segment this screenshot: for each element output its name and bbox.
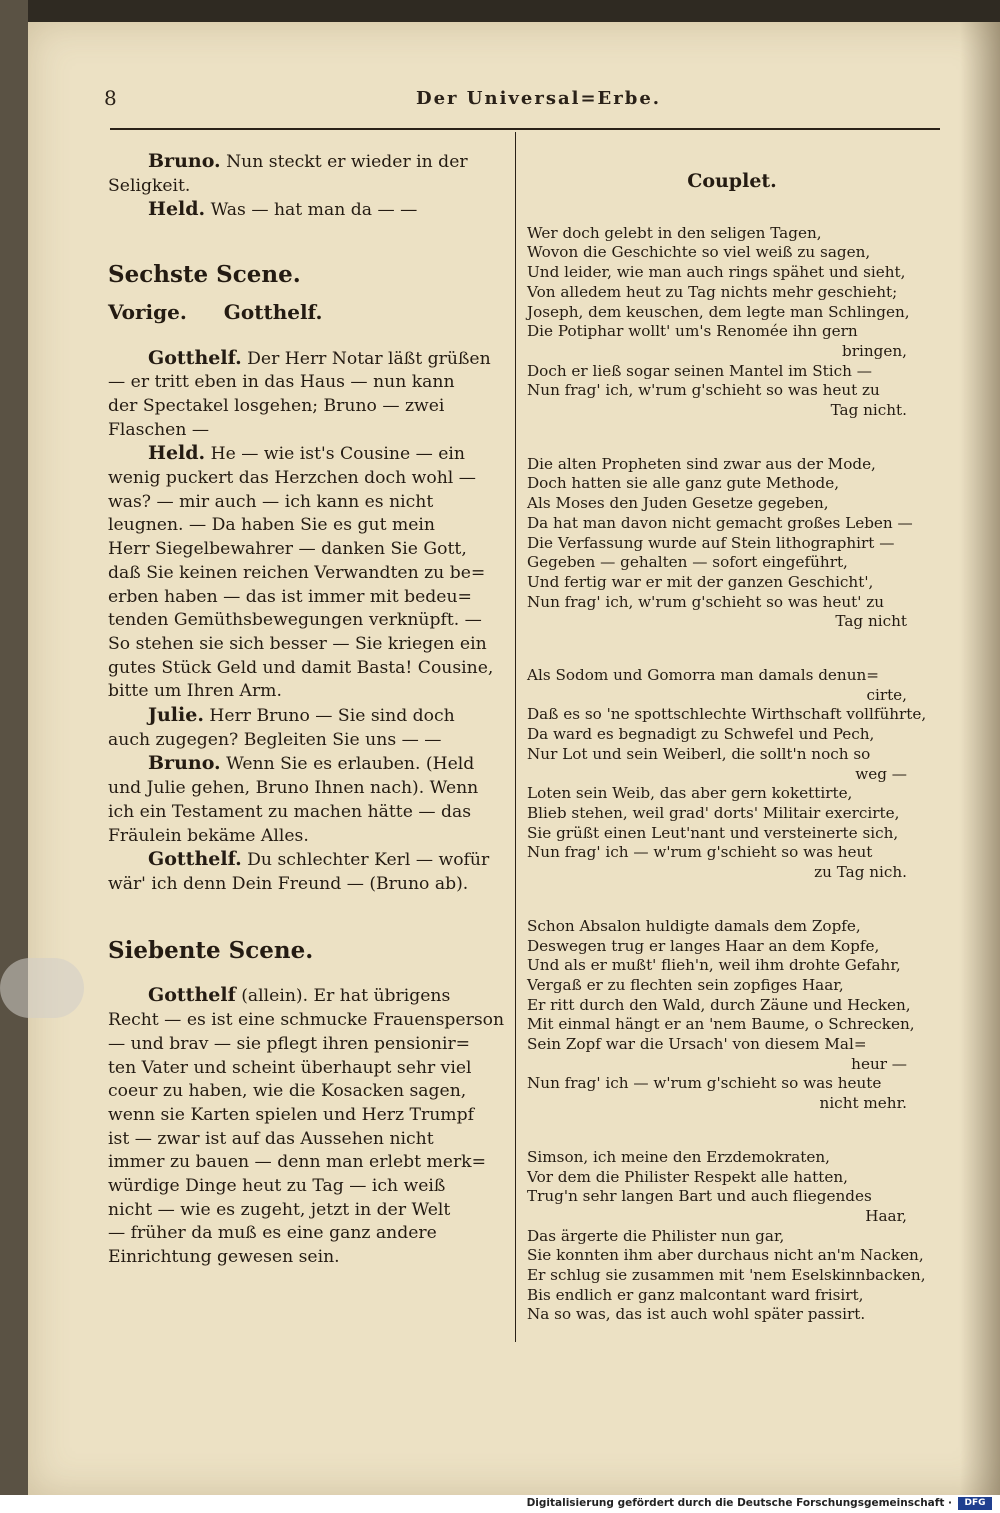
line-text: leugnen. — Da haben Sie es gut mein [108, 515, 435, 536]
line-text: erben haben — das ist immer mit bedeu= [108, 586, 472, 607]
text-line [108, 1057, 513, 1081]
line-text: und Julie gehen, Bruno Ihnen nach). Wenn [108, 778, 479, 799]
text-line [108, 1104, 513, 1128]
speaker-name: Gotthelf [148, 984, 236, 1007]
speaker-name: Held. [148, 198, 206, 221]
verse-line: Nun frag' ich, w'rum g'schieht so was heut' zu [527, 592, 885, 611]
text-line [108, 562, 513, 586]
verse-line: Da hat man davon nicht gemacht großes Leben — [527, 513, 913, 532]
verse-line: Simson, ich meine den Erzdemokraten, [527, 1147, 830, 1166]
footer-bar [0, 1495, 1000, 1513]
speaker-name: Bruno. [148, 150, 221, 172]
line-text: tenden Gemüthsbewegungen verknüpft. — [108, 610, 482, 631]
verse-line: Nun frag' ich — w'rum g'schieht so was heute [527, 1074, 882, 1093]
text-line [108, 538, 513, 562]
verse-line: Als Moses den Juden Gesetze gegeben, [527, 494, 829, 513]
text-line [108, 729, 513, 753]
line-text: Fräulein bekäme Alles. [108, 825, 309, 846]
right-column [527, 172, 937, 1325]
scan-artifact [0, 958, 84, 1018]
line-text: Wenn Sie es erlauben. (Held [220, 754, 475, 775]
verse-line: Die Potiphar wollt' um's Renomée ihn gern [527, 322, 858, 341]
verse-line: Mit einmal hängt er an 'nem Baume, o Schrecken, [527, 1015, 915, 1034]
page-gutter-shadow [960, 22, 1000, 1495]
page-header [104, 86, 944, 116]
verse-line: Von alledem heut zu Tag nichts mehr geschieht; [527, 282, 898, 301]
line-text: auch zugegen? Begleiten Sie uns — — [108, 729, 442, 750]
text-line [108, 419, 513, 443]
line-text: wenig puckert das Herzchen doch wohl — [108, 468, 476, 489]
line-text: He — wie ist's Cousine — ein [205, 444, 465, 465]
verse-line: Doch hatten sie alle ganz gute Methode, [527, 474, 840, 493]
verse-line: Als Sodom und Gomorra man damals denun= [527, 666, 879, 685]
couplet-title: Couplet. [687, 170, 777, 192]
verse-line: Joseph, dem keuschen, dem legte man Schlingen, [527, 302, 910, 321]
text-line [108, 777, 513, 801]
text-line [108, 680, 513, 704]
text-line [108, 657, 513, 681]
line-text: Recht — es ist eine schmucke Frauensperson [108, 1010, 505, 1031]
text-line [108, 1151, 513, 1175]
speaker-name: Gotthelf. [148, 848, 242, 871]
text-line [108, 984, 513, 1009]
verse-line: Und als er mußt' flieh'n, weil ihm drohte Gefahr, [527, 956, 901, 975]
text-line [108, 704, 513, 729]
text-line [108, 1246, 513, 1270]
line-text: Herr Siegelbewahrer — danken Sie Gott, [108, 539, 467, 560]
verse-line: Er ritt durch den Wald, durch Zäune und Hecken, [527, 995, 911, 1014]
stanza [527, 917, 937, 1114]
text-line [108, 175, 513, 199]
line-text: coeur zu haben, wie die Kosacken sagen, [108, 1081, 467, 1102]
line-text: Flaschen — [108, 419, 210, 440]
speaker-name: Held. [148, 442, 206, 465]
verse-line: Die Verfassung wurde auf Stein lithographirt — [527, 533, 895, 552]
verse-line: cirte, [866, 685, 907, 704]
verse-line: Schon Absalon huldigte damals dem Zopfe, [527, 916, 861, 935]
line-text: der Spectakel losgehen; Bruno — zwei [108, 395, 445, 416]
verse-line: Na so was, das ist auch wohl später passirt. [527, 1305, 866, 1324]
scan-background-top [0, 0, 1000, 22]
line-text: gutes Stück Geld und damit Basta! Cousine, [108, 657, 494, 678]
stanza [527, 455, 937, 632]
scene-title: Sechste Scene. [108, 261, 301, 289]
stanza [527, 1148, 937, 1325]
line-text: — und brav — sie pflegt ihren pensionir= [108, 1033, 471, 1054]
line-text: ten Vater und scheint überhaupt sehr viel [108, 1057, 472, 1078]
text-line [108, 198, 513, 223]
text-line [108, 1009, 513, 1033]
text-line [108, 347, 513, 372]
verse-line: Er schlug sie zusammen mit 'nem Eselskinnbacken, [527, 1266, 926, 1285]
text-line [108, 752, 513, 777]
line-text: — früher da muß es eine ganz andere [108, 1223, 437, 1244]
scene-title: Siebente Scene. [108, 936, 314, 964]
text-line [108, 848, 513, 873]
text-line [108, 1033, 513, 1057]
line-text: daß Sie keinen reichen Verwandten zu be= [108, 562, 486, 583]
verse-line: Sie grüßt einen Leut'nant und versteinerte sich, [527, 823, 899, 842]
verse-line: Sein Zopf war die Ursach' von diesem Mal= [527, 1035, 867, 1054]
verse-line: Loten sein Weib, das aber gern kokettirte, [527, 784, 853, 803]
verse-line: bringen, [842, 341, 907, 360]
dialogue-block [108, 984, 513, 1269]
text-line [108, 1199, 513, 1223]
text-line [108, 825, 513, 849]
text-line [108, 442, 513, 467]
line-text: Du schlechter Kerl — wofür [241, 850, 490, 871]
text-line [108, 491, 513, 515]
verse-line: Vergaß er zu flechten sein zopfiges Haar, [527, 975, 844, 994]
verse-line: nicht mehr. [819, 1094, 907, 1113]
verse-line: Wovon die Geschichte so viel weiß zu sagen, [527, 243, 871, 262]
line-text: ist — zwar ist auf das Aussehen nicht [108, 1128, 434, 1149]
running-title: Der Universal=Erbe. [416, 88, 662, 109]
column-divider [515, 132, 516, 1342]
verse-line: heur — [851, 1054, 907, 1073]
text-line [108, 395, 513, 419]
stanza [527, 666, 937, 883]
verse-line: Nun frag' ich — w'rum g'schieht so was heut [527, 843, 873, 862]
verse-line: Blieb stehen, weil grad' dorts' Militair exercirte, [527, 803, 900, 822]
verse-line: Doch er ließ sogar seinen Mantel im Stich — [527, 361, 872, 380]
line-text: Seligkeit. [108, 175, 191, 196]
line-text: ich ein Testament zu machen hätte — das [108, 801, 472, 822]
line-text: bitte um Ihren Arm. [108, 681, 282, 702]
verse-line: Und fertig war er mit der ganzen Geschicht', [527, 572, 874, 591]
text-line [108, 514, 513, 538]
line-text: (allein). Er hat übrigens [235, 986, 451, 1007]
verse-line: Das ärgerte die Philister nun gar, [527, 1226, 785, 1245]
text-line [108, 371, 513, 395]
couplet-stanzas [527, 224, 937, 1325]
verse-line: weg — [855, 764, 907, 783]
text-line [108, 801, 513, 825]
text-line [108, 150, 513, 175]
verse-line: Daß es so 'ne spottschlechte Wirthschaft vollführte, [527, 705, 927, 724]
text-line [108, 633, 513, 657]
verse-line: Bis endlich er ganz malcontant ward frisirt, [527, 1285, 864, 1304]
verse-line: Vor dem die Philister Respekt alle hatten, [527, 1167, 848, 1186]
page-number: 8 [104, 86, 117, 110]
verse-line: Und leider, wie man auch rings spähet und sieht, [527, 263, 906, 282]
line-text: was? — mir auch — ich kann es nicht [108, 491, 434, 512]
dfg-logo: DFG [958, 1497, 992, 1510]
scan-background-left [0, 0, 28, 1495]
line-text: wär' ich denn Dein Freund — (Bruno ab). [108, 873, 469, 894]
line-text: immer zu bauen — denn man erlebt merk= [108, 1152, 486, 1173]
text-line [108, 609, 513, 633]
verse-line: Tag nicht. [830, 401, 907, 420]
verse-line: Haar, [865, 1206, 907, 1225]
dialogue-block [108, 347, 513, 897]
verse-line: Nun frag' ich, w'rum g'schieht so was heut zu [527, 381, 880, 400]
line-text: Nun steckt er wieder in der [220, 152, 468, 172]
text-line [108, 1222, 513, 1246]
verse-line: Wer doch gelebt in den seligen Tagen, [527, 223, 822, 242]
verse-line: Deswegen trug er langes Haar an dem Kopfe, [527, 936, 880, 955]
text-line [108, 1175, 513, 1199]
text-line [108, 873, 513, 897]
text-line [108, 1080, 513, 1104]
verse-line: Gegeben — gehalten — sofort eingeführt, [527, 553, 848, 572]
line-text: Einrichtung gewesen sein. [108, 1247, 340, 1268]
line-text: Was — hat man da — — [205, 200, 418, 221]
verse-line: zu Tag nich. [814, 863, 907, 882]
verse-line: Die alten Propheten sind zwar aus der Mode, [527, 454, 876, 473]
speaker-name: Gotthelf. [148, 346, 242, 369]
line-text: Herr Bruno — Sie sind doch [203, 706, 455, 727]
line-text: nicht — wie es zugeht, jetzt in der Welt [108, 1199, 451, 1220]
verse-line: Trug'n sehr langen Bart und auch fliegendes [527, 1187, 872, 1206]
stanza [527, 224, 937, 421]
header-rule [110, 128, 940, 130]
text-line [108, 1128, 513, 1152]
left-column [108, 150, 513, 1270]
line-text: Der Herr Notar läßt grüßen [241, 348, 491, 369]
verse-line: Da ward es begnadigt zu Schwefel und Pech, [527, 725, 875, 744]
text-line [108, 586, 513, 610]
verse-line: Nur Lot und sein Weiberl, die sollt'n noch so [527, 744, 871, 763]
line-text: So stehen sie sich besser — Sie kriegen ein [108, 633, 487, 654]
funding-notice: Digitalisierung gefördert durch die Deutsche Forschungsgemeinschaft · [526, 1497, 952, 1509]
text-line [108, 467, 513, 491]
verse-line: Sie konnten ihm aber durchaus nicht an'm Nacken, [527, 1246, 924, 1265]
dialogue-block [108, 150, 513, 223]
line-text: — er tritt eben in das Haus — nun kann [108, 372, 455, 393]
line-text: würdige Dinge heut zu Tag — ich weiß [108, 1176, 446, 1197]
line-text: wenn sie Karten spielen und Herz Trumpf [108, 1104, 474, 1125]
speaker-name: Julie. [148, 704, 204, 727]
speaker-name: Bruno. [148, 752, 221, 775]
verse-line: Tag nicht [835, 612, 907, 631]
scene-cast: Vorige. Gotthelf. [108, 299, 323, 324]
